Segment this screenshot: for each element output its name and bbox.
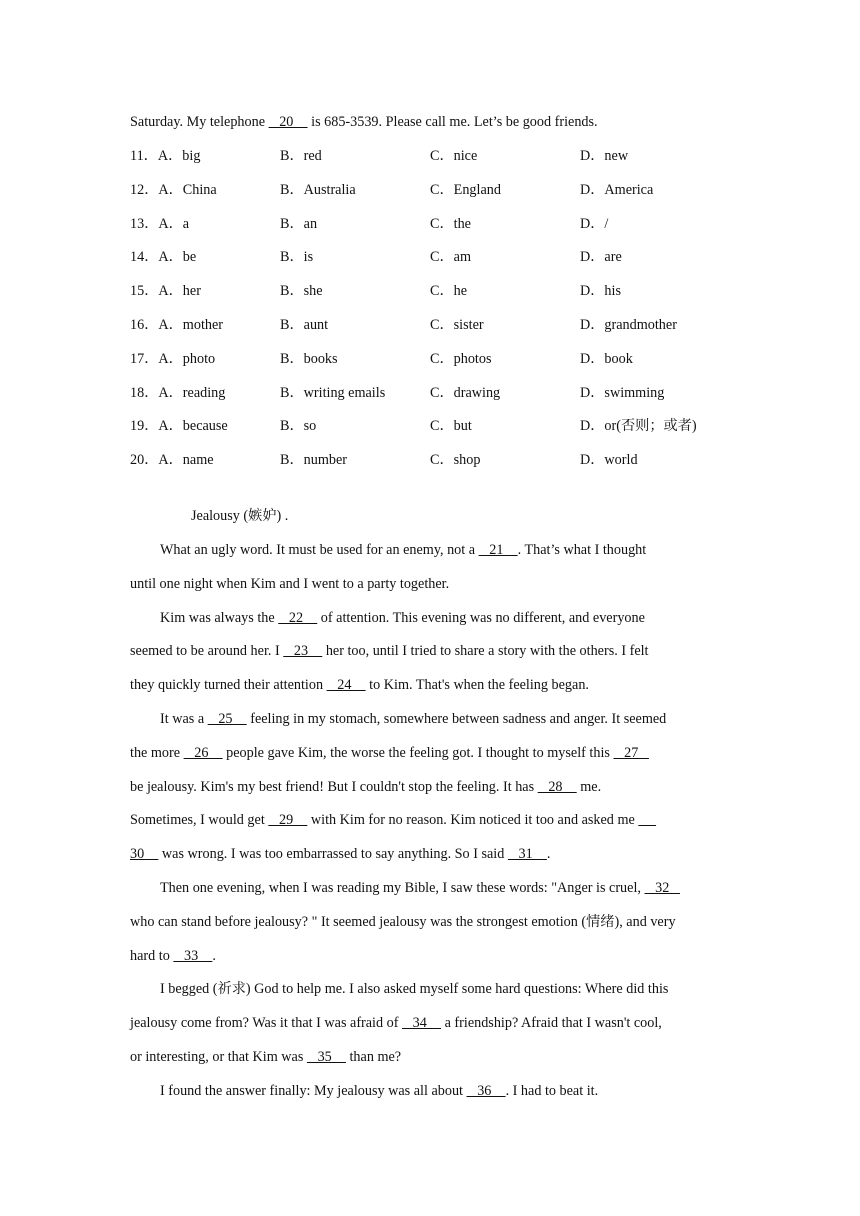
option-17-D: D．book <box>580 350 633 367</box>
passage-text: the more <box>130 744 184 761</box>
passage-text: . I had to beat it. <box>505 1082 599 1099</box>
option-16-C: C．sister <box>430 317 484 333</box>
option-17-C: C．photos <box>430 350 492 367</box>
passage-text: . <box>212 947 216 964</box>
option-14-B: B．is <box>280 249 314 266</box>
blank: 35 <box>306 1049 346 1065</box>
option-18-B: B．writing emails <box>280 384 386 401</box>
passage-line <box>130 641 649 661</box>
passage-text: . That’s what I thought <box>517 542 647 558</box>
passage-line <box>130 1047 401 1067</box>
passage-text: seemed to be around her. I <box>130 643 284 660</box>
option-12-C: C．England <box>430 181 501 198</box>
option-19-D: D．or(否则；或者) <box>580 418 697 435</box>
passage-text: people gave Kim, the worse the feeling got. I thought to myself this <box>222 744 614 761</box>
option-18-D: D．swimming <box>580 384 665 401</box>
option-19-A: 19．A．because <box>130 418 228 435</box>
passage-line <box>130 912 676 932</box>
passage-line <box>160 1081 598 1101</box>
passage-text: feeling in my stomach, somewhere between sadness and anger. It seemed <box>246 711 667 727</box>
passage-line <box>130 743 649 763</box>
option-13-B: B．an <box>280 215 318 232</box>
option-16-A: 16．A．mother <box>130 317 223 333</box>
option-12-D: D．America <box>580 181 654 198</box>
passage-line <box>130 777 601 797</box>
blank: 26 <box>183 744 223 761</box>
option-11-A: 11．A．big <box>130 148 201 164</box>
passage-line <box>160 878 680 898</box>
option-15-D: D．his <box>580 283 621 300</box>
passage-text: me. <box>576 778 602 795</box>
blank: 31 <box>507 846 547 863</box>
passage-text: until one night when Kim and I went to a party together. <box>130 575 450 592</box>
blank: 23 <box>283 643 323 660</box>
passage-text: Sometimes, I would get <box>130 812 269 829</box>
passage-line <box>160 540 646 560</box>
option-13-C: C．the <box>430 215 471 232</box>
option-20-C: C．shop <box>430 452 481 469</box>
option-13-A: 13．A．a <box>130 215 190 232</box>
passage-text: with Kim for no reason. Kim noticed it too and asked me <box>307 812 639 829</box>
passage-text: of attention. This evening was no different, and everyone <box>317 609 645 626</box>
option-14-D: D．are <box>580 249 622 266</box>
passage-line <box>160 709 666 729</box>
option-14-A: 14．A．be <box>130 249 197 266</box>
blank: 34 <box>402 1015 442 1032</box>
option-18-C: C．drawing <box>430 384 501 401</box>
blank-20: 20 <box>268 114 308 130</box>
option-11-C: C．nice <box>430 148 478 164</box>
option-12-A: 12．A．China <box>130 181 217 198</box>
blank: 27 <box>613 744 649 761</box>
blank: 33 <box>173 947 213 964</box>
passage-line <box>130 574 449 594</box>
option-19-C: C．but <box>430 418 472 435</box>
passage-line <box>160 979 668 999</box>
intro-text: Saturday. My telephone <box>130 114 269 130</box>
option-15-A: 15．A．her <box>130 283 201 300</box>
passage-text: than me? <box>345 1049 402 1065</box>
passage-text: jealousy come from? Was it that I was afraid of <box>130 1015 403 1032</box>
option-16-B: B．aunt <box>280 317 329 333</box>
passage-text: I begged (祈求) God to help me. I also asked myself some hard questions: Where did this <box>160 981 669 998</box>
blank <box>638 812 656 828</box>
option-16-D: D．grandmother <box>580 317 677 333</box>
option-12-B: B．Australia <box>280 181 356 198</box>
passage-text: a friendship? Afraid that I wasn't cool, <box>441 1015 662 1032</box>
blank: 21 <box>478 542 518 558</box>
passage-text: hard to <box>130 947 174 964</box>
blank: 32 <box>644 880 680 896</box>
blank: 25 <box>207 711 247 727</box>
intro-text-end: is 685-3539. Please call me. Let’s be good friends. <box>307 114 598 130</box>
passage-text: to Kim. That's when the feeling began. <box>365 677 589 694</box>
option-17-A: 17．A．photo <box>130 350 216 367</box>
option-11-D: D．new <box>580 148 629 164</box>
passage-line <box>130 810 656 830</box>
passage-text: What an ugly word. It must be used for an enemy, not a <box>160 542 479 558</box>
passage-text: they quickly turned their attention <box>130 677 327 694</box>
passage-text: Then one evening, when I was reading my Bible, I saw these words: "Anger is cruel, <box>160 880 645 896</box>
option-18-A: 18．A．reading <box>130 384 226 401</box>
blank: 29 <box>268 812 308 829</box>
passage-text: Kim was always the <box>160 609 279 626</box>
option-20-B: B．number <box>280 452 347 469</box>
blank: 30 <box>130 846 159 863</box>
passage-text: her too, until I tried to share a story with the others. I felt <box>322 643 649 660</box>
passage-line <box>160 608 645 628</box>
option-15-C: C．he <box>430 283 468 300</box>
passage-text: was wrong. I was too embarrassed to say anything. So I said <box>158 846 508 863</box>
blank: 28 <box>537 778 577 795</box>
blank: 22 <box>278 609 318 626</box>
option-20-D: D．world <box>580 452 638 469</box>
option-14-C: C．am <box>430 249 471 266</box>
option-20-A: 20．A．name <box>130 452 214 469</box>
passage-text: It was a <box>160 711 208 727</box>
blank: 36 <box>466 1082 506 1099</box>
passage-title: Jealousy (嫉妒) . <box>191 508 289 524</box>
passage-text: . <box>546 846 551 863</box>
option-19-B: B．so <box>280 418 317 435</box>
option-15-B: B．she <box>280 283 323 300</box>
passage-text: who can stand before jealousy? " It seemed jealousy was the strongest emotion (情绪), and very <box>130 913 676 930</box>
passage-text: or interesting, or that Kim was <box>130 1049 307 1065</box>
blank: 24 <box>326 677 366 694</box>
passage-line <box>130 675 589 695</box>
option-11-B: B．red <box>280 148 322 164</box>
passage-line <box>130 946 216 966</box>
option-17-B: B．books <box>280 350 338 367</box>
passage-text: I found the answer finally: My jealousy was all about <box>160 1082 467 1099</box>
passage-line <box>130 844 550 864</box>
option-13-D: D．/ <box>580 215 609 232</box>
passage-text: be jealousy. Kim's my best friend! But I couldn't stop the feeling. It has <box>130 778 538 795</box>
intro-line <box>130 112 598 132</box>
passage-line <box>130 1013 662 1033</box>
